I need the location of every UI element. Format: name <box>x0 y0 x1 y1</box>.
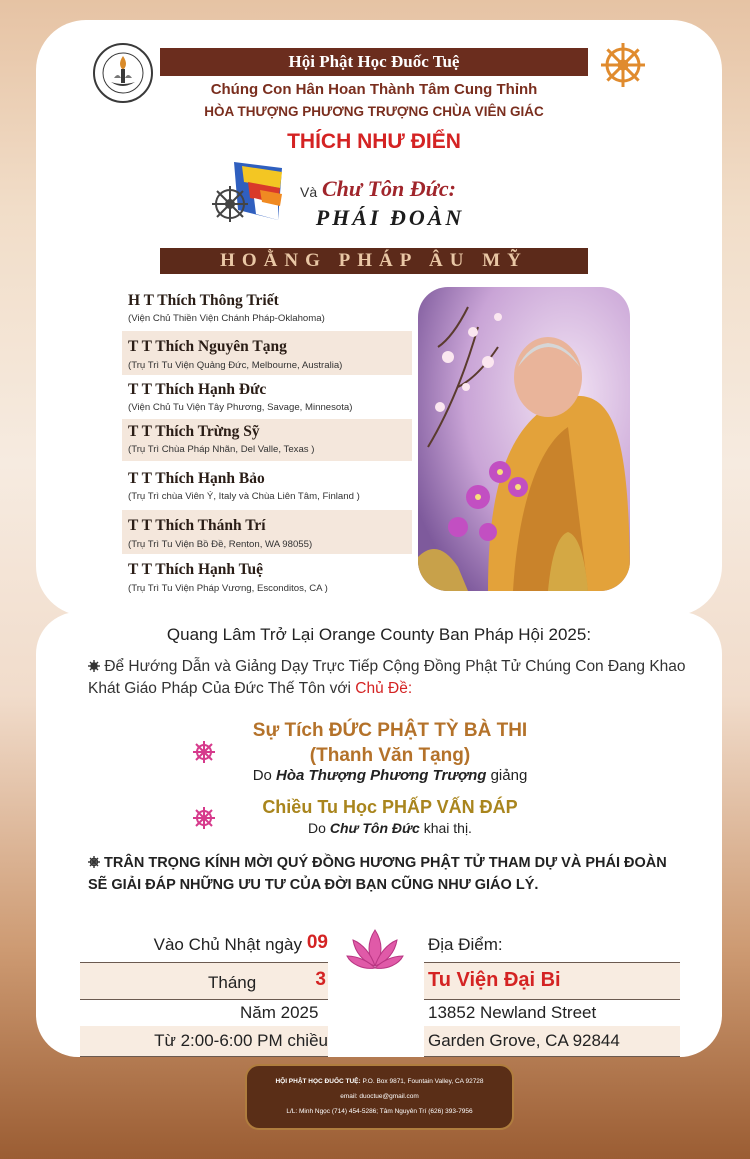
greeting: Chúng Con Hân Hoan Thành Tâm Cung Thỉnh <box>210 81 538 98</box>
dharma-wheel-icon <box>598 40 648 90</box>
talk1-speaker: Hòa Thượng Phương Trượng <box>276 767 487 784</box>
venue-label-row <box>424 930 680 960</box>
event-intro: Quang Lâm Trở Lại Orange County Ban Pháp Hội 2025: <box>166 625 592 644</box>
and-label: Và <box>300 184 318 200</box>
torch-emblem-icon <box>92 42 154 104</box>
talk1-by-prefix: Do <box>252 767 272 784</box>
event-purpose <box>88 656 688 700</box>
topic-label: Chủ Đề: <box>355 680 413 697</box>
list-item <box>122 510 412 554</box>
footer-address: P.O. Box 9871, Fountain Valley, CA 92728 <box>362 1078 484 1085</box>
venue-street: 13852 Newland Street <box>428 1003 597 1022</box>
venerables-label: Chư Tôn Đức: <box>322 176 456 201</box>
master-name: THÍCH NHƯ ĐIỂN <box>287 130 461 153</box>
header-box <box>160 48 588 274</box>
invitation-text: TRÂN TRỌNG KÍNH MỜI QUÝ ĐỒNG HƯƠNG PHẬT TỬ THAM DỰ VÀ PHÁI ĐOÀN SẼ GIẢI ĐÁP NHỮNG ƯU TƯ CỦA ĐỜI BẠN CŨNG NHƯ GIÁO LÝ. <box>88 855 667 893</box>
monk-role: (Trụ Trì Tu Viện Quảng Đức, Melbourne, Australia) <box>128 360 343 371</box>
list-item <box>122 377 412 417</box>
list-item <box>122 331 412 375</box>
list-item <box>122 287 412 329</box>
talk2-title: Chiều Tu Học PHẤP VẤN ĐÁP <box>262 797 518 817</box>
talk1-by-suffix: giảng <box>490 767 528 784</box>
venue-label: Địa Điểm: <box>428 935 503 954</box>
lotus-icon <box>345 926 405 974</box>
master-portrait <box>418 287 630 591</box>
month-value: 3 <box>315 969 326 990</box>
footer-org: HỘI PHẬT HỌC ĐUỐC TUỆ: <box>275 1078 361 1085</box>
monk-role: (Viện Chủ Thiền Viện Chánh Pháp-Oklahoma) <box>128 313 325 324</box>
monk-role: (Trụ Trì Chùa Pháp Nhãn, Del Valle, Texas ) <box>128 444 315 455</box>
delegation-label: PHÁI ĐOÀN <box>315 205 465 230</box>
purpose-text: Để Hướng Dẫn và Giảng Dạy Trực Tiếp Cộng Đồng Phật Tử Chúng Con Đang Khao Khát Giáo Pháp Của Đức Thế Tôn với <box>88 658 686 697</box>
monk-name: H T Thích Thông Triết <box>128 292 279 309</box>
monk-role: (Trụ Trì chùa Viên Ý, Italy và Chùa Liên Tâm, Finland ) <box>128 491 360 502</box>
footer-email: email: duoctue@gmail.com <box>340 1093 419 1100</box>
talk1-title: Sự Tích ĐỨC PHẬT TỲ BÀ THI <box>252 720 528 741</box>
monk-name: T T Thích Hạnh Đức <box>128 381 267 398</box>
mission-banner <box>160 248 588 274</box>
monk-name: T T Thích Hạnh Bảo <box>128 470 265 487</box>
venue-name-row <box>424 962 680 1000</box>
monk-name: T T Thích Trừng Sỹ <box>128 423 260 440</box>
time-value: Từ 2:00-6:00 PM chiều <box>154 1031 328 1050</box>
talk1-by <box>160 767 620 784</box>
venue-city-row <box>424 1026 680 1057</box>
invitation <box>88 852 688 896</box>
talk2-speaker: Chư Tôn Đức <box>329 820 420 836</box>
monk-name: T T Thích Hạnh Tuệ <box>128 561 264 578</box>
talk2-by-prefix: Do <box>308 820 326 836</box>
venue-street-row <box>424 998 680 1029</box>
monk-name: T T Thích Nguyên Tạng <box>128 338 287 355</box>
year-value: Năm 2025 <box>240 1003 319 1022</box>
monk-name: T T Thích Thánh Trí <box>128 517 266 534</box>
footer-line-1 <box>247 1078 512 1085</box>
mission-label: HOẰNG PHÁP ÂU MỸ <box>220 250 528 271</box>
monk-role: (Trụ Trì Tu Viện Pháp Vương, Esconditos, CA ) <box>128 583 328 594</box>
monk-role: (Viện Chủ Tu Viện Tây Phương, Savage, Minnesota) <box>128 402 353 413</box>
monk-role: (Trụ Trì Tu Viện Bồ Đề, Renton, WA 98055) <box>128 539 313 550</box>
list-item <box>122 419 412 461</box>
day-value: 09 <box>306 932 328 953</box>
buddhist-flag-icon <box>204 160 284 232</box>
footer-contact <box>245 1064 514 1130</box>
footer-contact-line: L/L: Minh Ngọc (714) 454-5286; Tâm Nguyên Trí (626) 393-7956 <box>286 1108 473 1115</box>
list-item <box>122 556 412 600</box>
talk1-subtitle: (Thanh Văn Tạng) <box>309 745 471 766</box>
day-label: Vào Chủ Nhật ngày <box>153 935 302 954</box>
talk2-by <box>160 820 620 836</box>
talk2-by-suffix: khai thị. <box>423 820 472 836</box>
schedule-month-row <box>80 962 328 1000</box>
schedule-time-row <box>80 1026 328 1057</box>
month-label: Tháng <box>208 973 257 992</box>
list-item <box>122 463 412 508</box>
venue-name: Tu Viện Đại Bi <box>428 969 561 991</box>
dharma-wheel-icon <box>88 856 100 868</box>
venue-city: Garden Grove, CA 92844 <box>428 1031 620 1050</box>
dharma-wheel-icon <box>88 660 100 672</box>
org-title: Hội Phật Học Đuốc Tuệ <box>160 48 588 76</box>
abbot-line: HÒA THƯỢNG PHƯƠNG TRƯỢNG CHÙA VIÊN GIÁC <box>204 104 544 119</box>
schedule-day-row <box>80 930 328 960</box>
schedule-year-row <box>80 998 328 1029</box>
